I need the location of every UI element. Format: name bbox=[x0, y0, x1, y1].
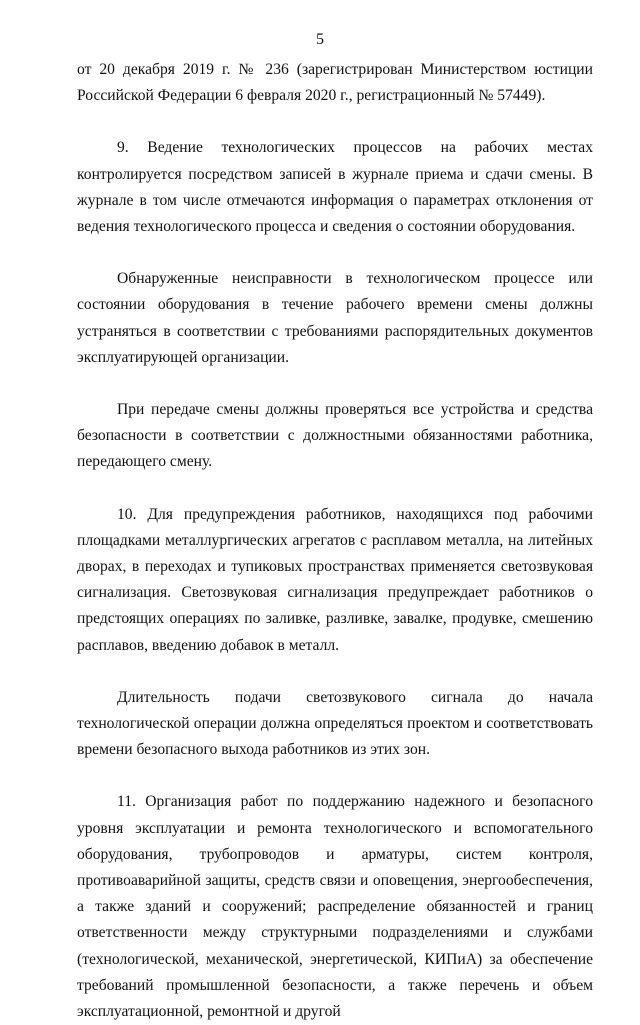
paragraph-malfunctions: Обнаруженные неисправности в технологическом процессе или состоянии оборудования в течение рабочего времени смены должны устраняться в соответствии с требованиями распорядительных документов эксплуатирующей организации. bbox=[77, 270, 593, 366]
paragraph-item-11: 11. Организация работ по поддержанию надежного и безопасного уровня эксплуатации и ремонта технологического и вспомогательного оборудования, трубопроводов и арматуры, систем контроля, противоаварийной защиты, средств связи и оповещения, энергообеспечения, а также зданий и сооружений; распределение обязанностей и границ ответственности между структурными подразделениями и службами (технологической, механической, энергетической, КИПиА) за обеспечение требований промышленной безопасности, а также перечень и объем эксплуатационной, ремонтной и другой bbox=[77, 793, 593, 1021]
paragraph-item-10: 10. Для предупреждения работников, находящихся под рабочими площадками металлургических агрегатов с расплавом металла, на литейных дворах, в переходах и тупиковых пространствах применяется светозвуковая сигнализация. Светозвуковая сигнализация предупреждает работников о предстоящих операциях по заливке, разливке, завалке, продувке, смешению расплавов, введению добавок в металл. bbox=[77, 505, 593, 654]
paragraph-item-9: 9. Ведение технологических процессов на рабочих местах контролируется посредством записей в журнале приема и сдачи смены. В журнале в том числе отмечаются информация о параметрах отклонения от ведения технологического процесса и сведения о состоянии оборудования. bbox=[77, 139, 593, 236]
paragraph-continuation: от 20 декабря 2019 г. № 236 (зарегистрирован Министерством юстиции Российской Федерации 6 февраля 2020 г., регистрационный № 57449). bbox=[77, 61, 593, 105]
document-body bbox=[77, 57, 593, 1025]
paragraph-signal-duration: Длительность подачи светозвукового сигнала до начала технологической операции должна определяться проектом и соответствовать времени безопасного выхода работников из этих зон. bbox=[77, 688, 593, 759]
page-number: 5 bbox=[316, 31, 324, 48]
paragraph-shift-handover: При передаче смены должны проверяться все устройства и средства безопасности в соответствии с должностными обязанностями работника, передающего смену. bbox=[77, 401, 593, 471]
